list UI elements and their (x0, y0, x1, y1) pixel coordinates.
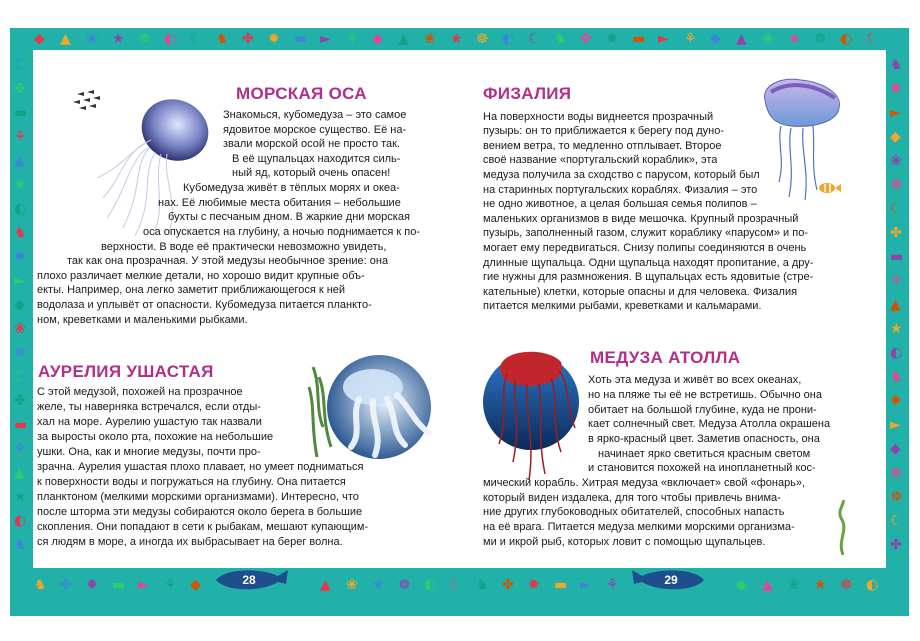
coral-icon: ⚘ (14, 441, 27, 457)
dolphin-icon: ▲ (890, 297, 901, 313)
shrimp-icon: ☾ (890, 513, 903, 529)
octopus-icon: ☸ (890, 489, 903, 505)
crab-icon: ❀ (346, 577, 358, 593)
seahorse-icon: ♞ (554, 31, 567, 47)
sea-urchin-icon: ✹ (890, 393, 902, 409)
seahorse-icon: ♞ (216, 31, 229, 47)
text-line: длинные щупальца. Одни щупальца находят пропитание, а дру- (483, 257, 814, 269)
text-line: в ярко-красный цвет. Заметив опасность, она (588, 433, 820, 445)
sea-urchin-icon: ✹ (528, 577, 540, 593)
shark-icon: ► (138, 577, 149, 593)
shrimp-icon: ☾ (14, 369, 27, 385)
lobster-icon: ✤ (890, 537, 902, 553)
lobster-icon: ✤ (14, 81, 26, 97)
lobster-icon: ✤ (242, 31, 254, 47)
text-line: звали морской осой не просто так. (223, 138, 401, 150)
physalia-illustration (751, 72, 851, 202)
text-line: бухты с песчаным дном. В жаркие дни морская (168, 211, 410, 223)
text-line: который виден издалека, для того чтобы привлечь внима- (483, 492, 781, 504)
starfish-icon: ★ (372, 577, 385, 593)
text-line: ми и икрой рыб, которых ловит с помощью щупальцев. (483, 536, 766, 548)
shell-icon: ◐ (890, 345, 903, 361)
octopus-icon: ☸ (14, 345, 27, 361)
whale-icon: ▬ (14, 417, 28, 433)
starfish-icon: ★ (814, 577, 827, 593)
dolphin-icon: ▲ (320, 577, 331, 593)
shell-icon: ◐ (14, 513, 27, 529)
octopus-icon: ☸ (890, 177, 903, 193)
text-line: за выросты около рта, похожие на небольшие (37, 431, 274, 443)
crab-icon: ❀ (762, 31, 774, 47)
fish-school-icon (73, 90, 100, 110)
octopus-icon: ☸ (840, 577, 853, 593)
whale-icon: ▬ (632, 31, 646, 47)
lobster-icon: ✤ (502, 577, 514, 593)
seahorse-icon: ♞ (476, 577, 489, 593)
fish-icon: ◆ (372, 31, 383, 47)
crab-icon: ❀ (788, 577, 800, 593)
crab-icon: ❀ (890, 153, 902, 169)
atolla-title: МЕДУЗА АТОЛЛА (590, 348, 741, 367)
shell-icon: ◐ (164, 31, 177, 47)
shrimp-icon: ☾ (528, 31, 541, 47)
text-line: вением ветра, то медленно отплывает. Второе (483, 140, 722, 152)
starfish-icon: ★ (450, 31, 463, 47)
shell-icon: ◐ (502, 31, 515, 47)
text-line: планктоном (мелкими морскими организмами). Интересно, что (37, 491, 359, 503)
text-line: начинает ярко светиться красным светом (598, 448, 811, 460)
book-spread (33, 50, 886, 568)
seahorse-icon: ♞ (890, 369, 903, 385)
crab-icon: ❀ (424, 31, 436, 47)
whale-icon: ▬ (14, 105, 28, 121)
shark-icon: ► (320, 31, 331, 47)
dolphin-icon: ▲ (398, 31, 409, 47)
coral-icon: ⚘ (890, 273, 903, 289)
octopus-icon: ☸ (476, 31, 489, 47)
text-line: На поверхности воды виднеется прозрачный (483, 111, 714, 123)
text-line: обитает на большой глубине, куда не прони- (588, 404, 817, 416)
crab-icon: ❀ (890, 465, 902, 481)
coral-icon: ⚘ (346, 31, 359, 47)
seahorse-icon: ♞ (890, 57, 903, 73)
text-line: мический корабль. Хитрая медуза «включает» свой «фонарь», (483, 477, 806, 489)
text-line: питается мелкими рыбами, креветками и кальмарами. (483, 300, 762, 312)
text-line: зрачна. Аурелия ушастая плохо плавает, но умеет подниматься (37, 461, 364, 473)
sea-urchin-icon: ✹ (14, 249, 26, 265)
text-line: оса опускается на глубину, а ночью поднимается к по- (143, 226, 421, 238)
sea-urchin-icon: ✹ (268, 31, 280, 47)
shell-icon: ◐ (424, 577, 437, 593)
starfish-icon: ★ (890, 321, 903, 337)
text-line: пузырь: он то приближается к берегу под дуно- (483, 125, 724, 137)
starfish-icon: ★ (14, 177, 27, 193)
starfish-icon: ★ (14, 489, 27, 505)
seahorse-icon: ♞ (14, 225, 27, 241)
text-line: и становится похожей на инопланетный кос- (588, 462, 816, 474)
coral-icon: ⚘ (164, 577, 177, 593)
lobster-icon: ✤ (14, 393, 26, 409)
coral-icon: ⚘ (684, 31, 697, 47)
text-line: пузырь, заполненный газом, служит кораблику «парусом» и по- (483, 227, 808, 239)
text-line: ный яд, который очень опасен! (232, 167, 391, 179)
text-line: ние других глубоководных обитателей, способных напасть (483, 506, 785, 518)
fish-icon: ◆ (736, 577, 747, 593)
text-line: В её щупальцах находится силь- (232, 153, 401, 165)
atolla-illustration (479, 344, 589, 484)
dolphin-icon: ▲ (60, 31, 71, 47)
text-line: водолаза и уплывёт от опасности. Кубомедуза питается планкто- (37, 299, 372, 311)
starfish-icon: ★ (788, 31, 801, 47)
text-line: могает ему передвигаться. Снизу полипы соединяются в очень (483, 242, 807, 254)
text-line: после шторма эти медузы собираются около берега в большие (37, 506, 363, 518)
fish-icon: ◆ (710, 31, 721, 47)
shrimp-icon: ☾ (450, 577, 463, 593)
text-line: ном, креветками и маленькими рыбками. (37, 314, 248, 326)
shark-icon: ► (14, 273, 25, 289)
text-line: кательные) клетки, которые опасны и для человека. Физалия (483, 286, 798, 298)
text-line: ся людям в море, а иногда их выбрасывает на берег волна. (37, 536, 343, 548)
fish-icon: ◆ (14, 297, 25, 313)
text-line: не одно животное, а целая большая семья полипов – (483, 198, 757, 210)
sea-urchin-icon: ✹ (86, 577, 98, 593)
sea-urchin-icon: ✹ (890, 81, 902, 97)
whale-icon: ▬ (554, 577, 568, 593)
text-line: нах. Её любимые места обитания – небольшие (158, 197, 401, 209)
starfish-icon: ★ (112, 31, 125, 47)
shark-icon: ► (890, 417, 901, 433)
text-line: на её врага. Питается медуза мелкими морскими организма- (483, 521, 795, 533)
lobster-icon: ✤ (60, 577, 72, 593)
fish-icon: ◆ (890, 129, 901, 145)
lobster-icon: ✤ (890, 225, 902, 241)
shrimp-icon: ☾ (190, 31, 203, 47)
octopus-icon: ☸ (814, 31, 827, 47)
crab-icon: ❀ (14, 321, 26, 337)
dolphin-icon: ▲ (736, 31, 747, 47)
seaweed-icon (833, 500, 853, 555)
fish-icon: ◆ (190, 577, 201, 593)
crab-icon: ❀ (86, 31, 98, 47)
text-line: Кубомедуза живёт в тёплых морях и океа- (183, 182, 400, 194)
octopus-icon: ☸ (398, 577, 411, 593)
lobster-icon: ✤ (580, 31, 592, 47)
shark-icon: ► (658, 31, 669, 47)
text-line: Знакомься, кубомедуза – это самое (223, 109, 407, 121)
whale-icon: ▬ (890, 249, 904, 265)
clownfish-icon (819, 183, 841, 193)
text-line: так как она прозрачная. У этой медузы необычное зрение: она (67, 255, 389, 267)
text-line: Хоть эта медуза и живёт во всех океанах, (588, 374, 802, 386)
aurelia-illustration (301, 347, 441, 467)
shell-icon: ◐ (840, 31, 853, 47)
shrimp-icon: ☾ (866, 31, 879, 47)
octopus-icon: ☸ (138, 31, 151, 47)
text-line: кает солнечный свет. Медуза Атолла окрашена (588, 418, 831, 430)
coral-icon: ⚘ (14, 129, 27, 145)
shark-icon: ► (580, 577, 591, 593)
whale-icon: ▬ (112, 577, 126, 593)
whale-icon: ▬ (294, 31, 308, 47)
text-line: гие нужны для размножения. В щупальцах есть ядовитые (стре- (483, 271, 814, 283)
text-line: екты. Например, она легко заметит приближающегося к ней (37, 284, 346, 296)
fish-icon: ◆ (34, 31, 45, 47)
text-line: плохо различает мелкие детали, но хорошо видит крупные объ- (37, 270, 365, 282)
dolphin-icon: ▲ (14, 153, 25, 169)
text-line: медуза получила за сходство с парусом, который был (483, 169, 760, 181)
page-number-right: 29 (664, 573, 678, 587)
sea-urchin-icon: ✹ (606, 31, 618, 47)
physalia-title: ФИЗАЛИЯ (483, 84, 572, 103)
shell-icon: ◐ (14, 201, 27, 217)
text-line: скопления. Они попадают в сети к рыбакам, мешают купающим- (37, 521, 369, 533)
seahorse-icon: ♞ (34, 577, 47, 593)
fish-icon: ◆ (890, 441, 901, 457)
seahorse-icon: ♞ (14, 537, 27, 553)
sea-wasp-title: МОРСКАЯ ОСА (236, 84, 367, 103)
shrimp-icon: ☾ (14, 57, 27, 73)
text-line: ядовитое морское существо. Её на- (223, 124, 407, 136)
text-line: желе, ты наверняка встречался, если отды- (37, 401, 261, 413)
text-line: С этой медузой, похожей на прозрачное (37, 386, 243, 398)
text-line: своё название «португальский кораблик», эта (483, 154, 718, 166)
shell-icon: ◐ (866, 577, 879, 593)
text-line: на старинных португальских кораблях. Физалия – это (483, 184, 758, 196)
text-line: но на пляже ты её не встретишь. Обычно она (588, 389, 822, 401)
text-line: хал на море. Аурелию ушастую так назвали (37, 416, 262, 428)
text-line: маленьких организмов в виде мешочка. Крупный прозрачный (483, 213, 799, 225)
dolphin-icon: ▲ (762, 577, 773, 593)
shrimp-icon: ☾ (890, 201, 903, 217)
shark-icon: ► (890, 105, 901, 121)
text-line: к поверхности воды и погружаться на глубину. Она питается (37, 476, 346, 488)
coral-icon: ⚘ (606, 577, 619, 593)
dolphin-icon: ▲ (14, 465, 25, 481)
page-number-left: 28 (242, 573, 256, 587)
text-line: верхности. В воде её практически невозможно увидеть, (101, 241, 387, 253)
text-line: ушки. Она, как и многие медузы, почти про- (37, 446, 261, 458)
aurelia-title: АУРЕЛИЯ УШАСТАЯ (38, 362, 214, 381)
